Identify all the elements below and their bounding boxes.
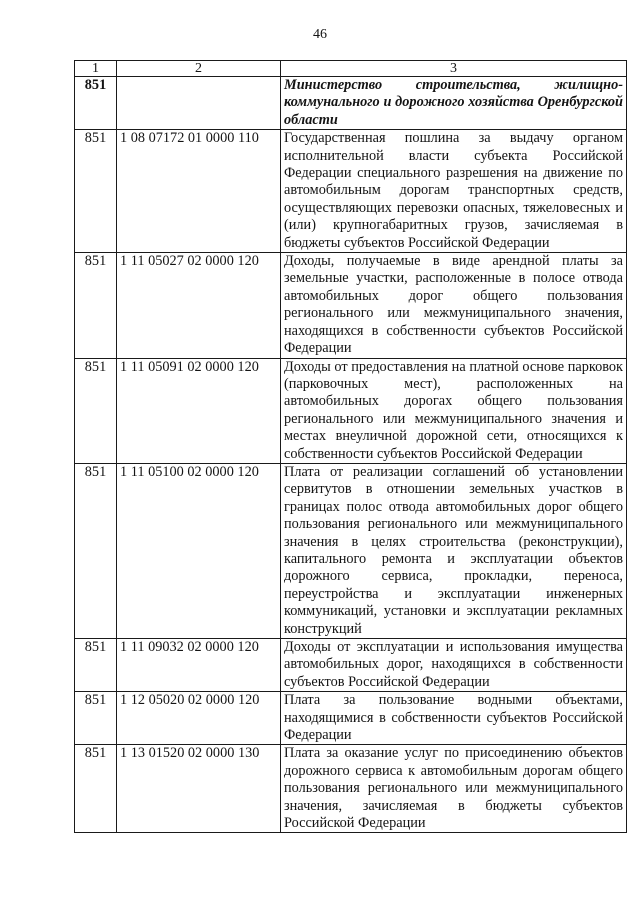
table-row xyxy=(75,463,627,638)
admin-code: 851 xyxy=(75,463,117,638)
kbk-code: 1 11 09032 02 0000 120 xyxy=(117,639,281,692)
revenue-name: Доходы, получаемые в виде арендной платы за земельные участки, расположенные в полосе отвода автомобильных дорог общего пользования регионального или межмуниципального значения, находящихся в собственности субъектов Российской Федерации xyxy=(281,253,627,358)
admin-code: 851 xyxy=(75,692,117,745)
revenue-name: Государственная пошлина за выдачу органом исполнительной власти субъекта Российской Федерации специального разрешения на движение по автомобильным дорогам транспортных средств, осуществляющих перевозки опасных, тяжеловесных и (или) крупногабаритных грузов, зачисляемая в бюджеты субъектов Российской Федерации xyxy=(281,130,627,253)
header-col-2: 2 xyxy=(117,61,281,77)
table-row xyxy=(75,692,627,745)
ministry-row xyxy=(75,77,627,130)
admin-code: 851 xyxy=(75,745,117,833)
kbk-code: 1 08 07172 01 0000 110 xyxy=(117,130,281,253)
kbk-code: 1 11 05027 02 0000 120 xyxy=(117,253,281,358)
kbk-code: 1 11 05091 02 0000 120 xyxy=(117,358,281,463)
revenue-name: Плата за оказание услуг по присоединению объектов дорожного сервиса к автомобильным дорогам общего пользования регионального или межмуниципального значения, зачисляемая в бюджеты субъектов Российской Федерации xyxy=(281,745,627,833)
table-row xyxy=(75,358,627,463)
admin-code: 851 xyxy=(75,358,117,463)
page-number: 46 xyxy=(313,27,327,42)
table-row xyxy=(75,130,627,253)
revenue-table xyxy=(74,60,627,833)
admin-code: 851 xyxy=(75,639,117,692)
header-col-1: 1 xyxy=(75,61,117,77)
ministry-name: Министерство строительства, жилищно-коммунального и дорожного хозяйства Оренбургской области xyxy=(281,77,627,130)
kbk-code: 1 11 05100 02 0000 120 xyxy=(117,463,281,638)
header-col-3: 3 xyxy=(281,61,627,77)
kbk-code: 1 12 05020 02 0000 120 xyxy=(117,692,281,745)
admin-code: 851 xyxy=(75,130,117,253)
revenue-name: Плата от реализации соглашений об установлении сервитутов в отношении земельных участков в границах полос отвода автомобильных дорог общего пользования регионального или межмуниципального значения в целях строительства (реконструкции), капитального ремонта и эксплуатации объектов дорожного сервиса, прокладки, переноса, переустройства и эксплуатации инженерных коммуникаций, установки и эксплуатации рекламных конструкций xyxy=(281,463,627,638)
ministry-kbk-empty xyxy=(117,77,281,130)
revenue-name: Доходы от предоставления на платной основе парковок (парковочных мест), расположенных на автомобильных дорогах общего пользования регионального или межмуниципального значения и местах внеуличной дорожной сети, относящихся к собственности субъектов Российской Федерации xyxy=(281,358,627,463)
table-row xyxy=(75,253,627,358)
admin-code: 851 xyxy=(75,253,117,358)
revenue-name: Плата за пользование водными объектами, находящимися в собственности субъектов Российской Федерации xyxy=(281,692,627,745)
table-header-row xyxy=(75,61,627,77)
kbk-code: 1 13 01520 02 0000 130 xyxy=(117,745,281,833)
table-row xyxy=(75,639,627,692)
ministry-code: 851 xyxy=(75,77,117,130)
revenue-name: Доходы от эксплуатации и использования имущества автомобильных дорог, находящихся в собственности субъектов Российской Федерации xyxy=(281,639,627,692)
table-row xyxy=(75,745,627,833)
